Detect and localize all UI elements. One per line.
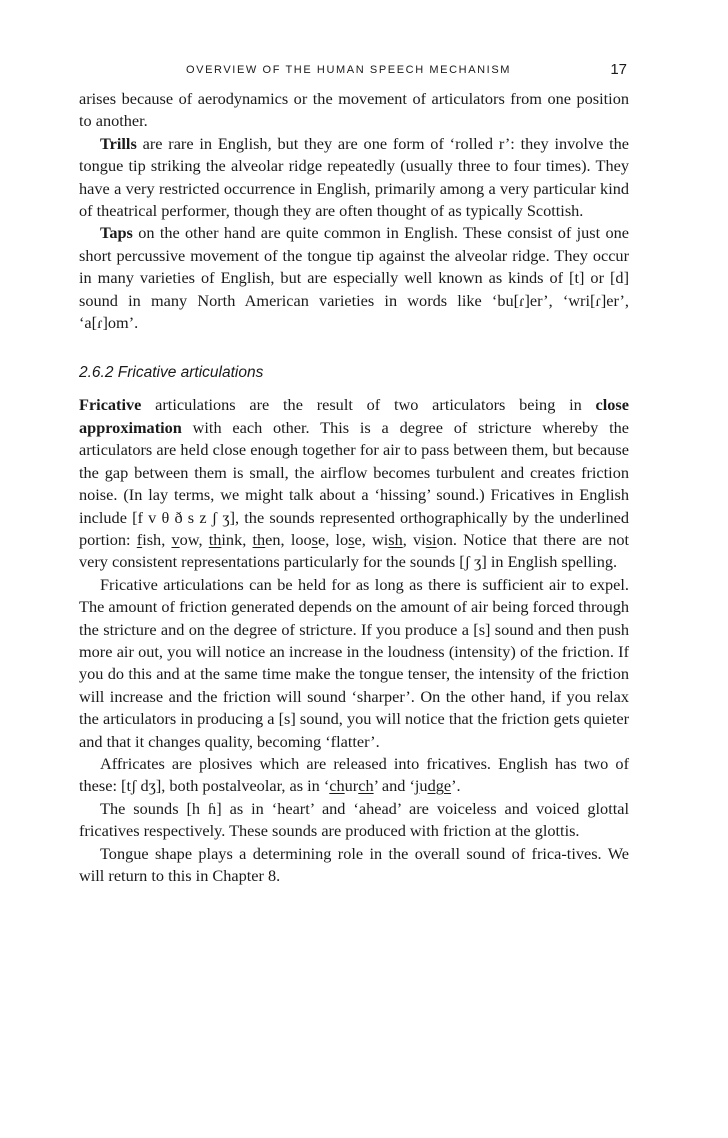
- running-title: OVERVIEW OF THE HUMAN SPEECH MECHANISM: [186, 64, 512, 76]
- paragraph-friction: Fricative articulations can be held for as long as there is sufficient air to expel. The amount of friction generated depends on the amount of air being forced through the stricture and on the degree of stricture. If you produce a [s] sound and then push more air out, you will notice an increase in the loudness (intensity) of the friction. If you do this and at the same time make the tongue tenser, the intensity of the friction will increase and the friction will sound ‘sharper’. On the other hand, if you relax the articulators in producing a [s] sound, you will notice that the friction gets quieter and that it changes quality, becoming ‘flatter’.: [79, 574, 629, 751]
- body-text: [79, 88, 629, 887]
- running-header: [79, 58, 629, 88]
- book-page: [79, 58, 629, 887]
- term-fricative: Fricative: [79, 395, 142, 415]
- paragraph-trills: Trills are rare in English, but they are one form of ‘rolled r’: they involve the tongue tip striking the alveolar ridge repeatedly (usually three to four times). They have a very restricted occurrence in English, primarily among a very particular kind of theatrical performer, though they are often thought of as typically Scottish.: [79, 133, 629, 221]
- section-heading: 2.6.2 Fricative articulations: [79, 364, 264, 382]
- term-trills: Trills: [100, 133, 137, 153]
- page-number: 17: [610, 61, 627, 78]
- paragraph-tongue-shape: Tongue shape plays a determining role in the overall sound of frica-tives. We will return to this in Chapter 8.: [79, 843, 629, 885]
- paragraph-affricates: Affricates are plosives which are released into fricatives. English has two of these: [tʃ dʒ], both postalveolar, as in ‘church’ and ‘judge’.: [79, 753, 629, 796]
- term-taps: Taps: [100, 223, 133, 243]
- paragraph-continuation: arises because of aerodynamics or the movement of articulators from one position to another.: [79, 89, 629, 131]
- paragraph-taps: Taps on the other hand are quite common in English. These consist of just one short percussive movement of the tongue tip against the alveolar ridge. They occur in many varieties of English, but are especially well known as kinds of [t] or [d] sound in many North American varieties in words like ‘bu[ɾ]er’, ‘wri[ɾ]er’, ‘a[ɾ]om’.: [79, 223, 629, 333]
- paragraph-glottal: The sounds [h ɦ] as in ‘heart’ and ‘ahead’ are voiceless and voiced glottal fricatives respectively. These sounds are produced with friction at the glottis.: [79, 798, 629, 841]
- paragraph-fricatives: Fricative articulations are the result of two articulators being in close approximation with each other. This is a degree of stricture whereby the articulators are held close enough together for air to pass between them, but because the gap between them is small, the airflow becomes turbulent and creates friction noise. (In lay terms, we might talk about a ‘hissing’ sound.) Fricatives in English include [f v θ ð s z ʃ ʒ], the sounds represented orthographically by the underlined portion: fish, vow, think, then, loose, lose, wish, vision. Notice that there are not very consistent representations particularly for the sounds [ʃ ʒ] in English spelling.: [79, 395, 630, 572]
- term-close-approximation: close approximation: [79, 395, 629, 437]
